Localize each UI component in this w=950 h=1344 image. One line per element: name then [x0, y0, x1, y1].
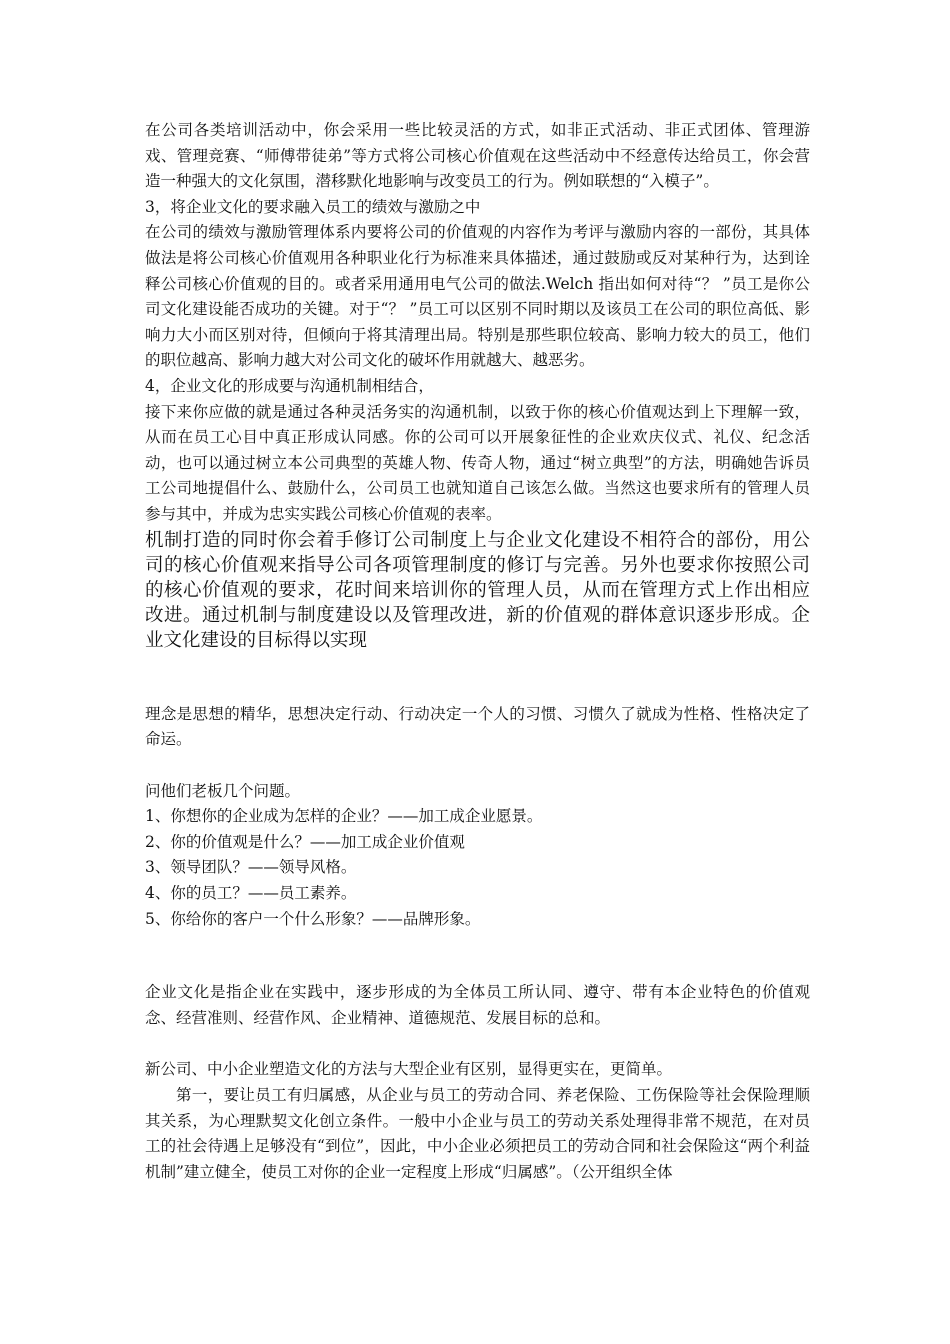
list-item: 4、你的员工？——员工素养。	[145, 884, 357, 903]
list-item: 3、领导团队？——领导风格。	[145, 858, 357, 877]
paragraph-culture-definition: 企业文化是指企业在实践中，逐步形成的为全体员工所认同、遵守、带有本企业特色的价值观念、经营准则、经营作风、企业精神、道德规范、发展目标的总和。	[145, 983, 810, 1027]
paragraph-sme-culture: 新公司、中小企业塑造文化的方法与大型企业有区别，显得更实在，更简单。	[145, 1060, 673, 1079]
spacer	[145, 654, 810, 702]
questions-intro: 问他们老板几个问题。	[145, 781, 301, 800]
list-item: 2、你的价值观是什么？——加工成企业价值观	[145, 832, 465, 851]
paragraph-belonging: 第一，要让员工有归属感，从企业与员工的劳动合同、养老保险、工伤保险等社会保险理顺其关系，为心理默契文化创立条件。一般中小企业与员工的劳动关系处理得非常不规范，在对员工的社会待遇上足够没有“到位”，因此，中小企业必须把员工的劳动合同和社会保险这“两个利益机制”建立健全，使员工对你的企业一定程度上形成“归属感”。（公开组织全体	[145, 1086, 810, 1181]
document-page	[145, 118, 810, 1185]
spacer	[145, 1031, 810, 1057]
paragraph-philosophy: 理念是思想的精华，思想决定行动、行动决定一个人的习惯、习惯久了就成为性格、性格决定了命运。	[145, 704, 810, 749]
paragraph-communication-mechanism: 接下来你应做的就是通过各种灵活务实的沟通机制，以致于你的核心价值观达到上下理解一致，从而在员工心目中真正形成认同感。你的公司可以开展象征性的企业欢庆仪式、礼仪、纪念活动，也可以通过树立本公司典型的英雄人物、传奇人物，通过“树立典型”的方法，明确她告诉员工公司地提倡什么、鼓励什么，公司员工也就知道自己该怎么做。当然这也要求所有的管理人员参与其中，并成为忠实实践公司核心价值观的表率。	[145, 402, 810, 523]
question-list	[145, 804, 810, 932]
list-item: 1、你想你的企业成为怎样的企业？——加工成企业愿景。	[145, 807, 543, 826]
paragraph-system-revision: 机制打造的同时你会着手修订公司制度上与企业文化建设不相符合的部份，用公司的核心价值观来指导公司各项管理制度的修订与完善。另外也要求你按照公司的核心价值观的要求，花时间来培训你的管理人员，从而在管理方式上作出相应改进。通过机制与制度建设以及管理改进，新的价值观的群体意识逐步形成。企业文化建设的目标得以实现	[145, 529, 810, 652]
list-item: 5、你给你的客户一个什么形象？——品牌形象。	[145, 909, 481, 928]
paragraph-performance-incentive: 在公司的绩效与激励管理体系内要将公司的价值观的内容作为考评与激励内容的一部份，其具体做法是将公司核心价值观用各种职业化行为标准来具体描述，通过鼓励或反对某种行为，达到诠释公司核心价值观的目的。或者采用通用电气公司的做法.Welch 指出如何对待“？ ”员工是你公司文化建设能否成功的关键。对于“？ ”员工可以区别不同时期以及该员工在公司的职位高低、影响力大小而区别对待，但倾向于将其清理出局。特别是那些职位较高、影响力较大的员工，他们的职位越高、影响力越大对公司文化的破坏作用就越大、越恶劣。	[145, 223, 810, 370]
spacer	[145, 753, 810, 779]
heading-communication-mechanism: 4，企业文化的形成要与沟通机制相结合，	[145, 376, 434, 395]
paragraph-training-activities: 在公司各类培训活动中，你会采用一些比较灵活的方式，如非正式活动、非正式团体、管理游戏、管理竞赛、“师傅带徒弟”等方式将公司核心价值观在这些活动中不经意传达给员工，你会营造一种强大的文化氛围，潜移默化地影响与改变员工的行为。例如联想的“入模子”。	[145, 121, 810, 191]
spacer	[145, 932, 810, 980]
heading-performance-incentive: 3，将企业文化的要求融入员工的绩效与激励之中	[145, 197, 481, 216]
